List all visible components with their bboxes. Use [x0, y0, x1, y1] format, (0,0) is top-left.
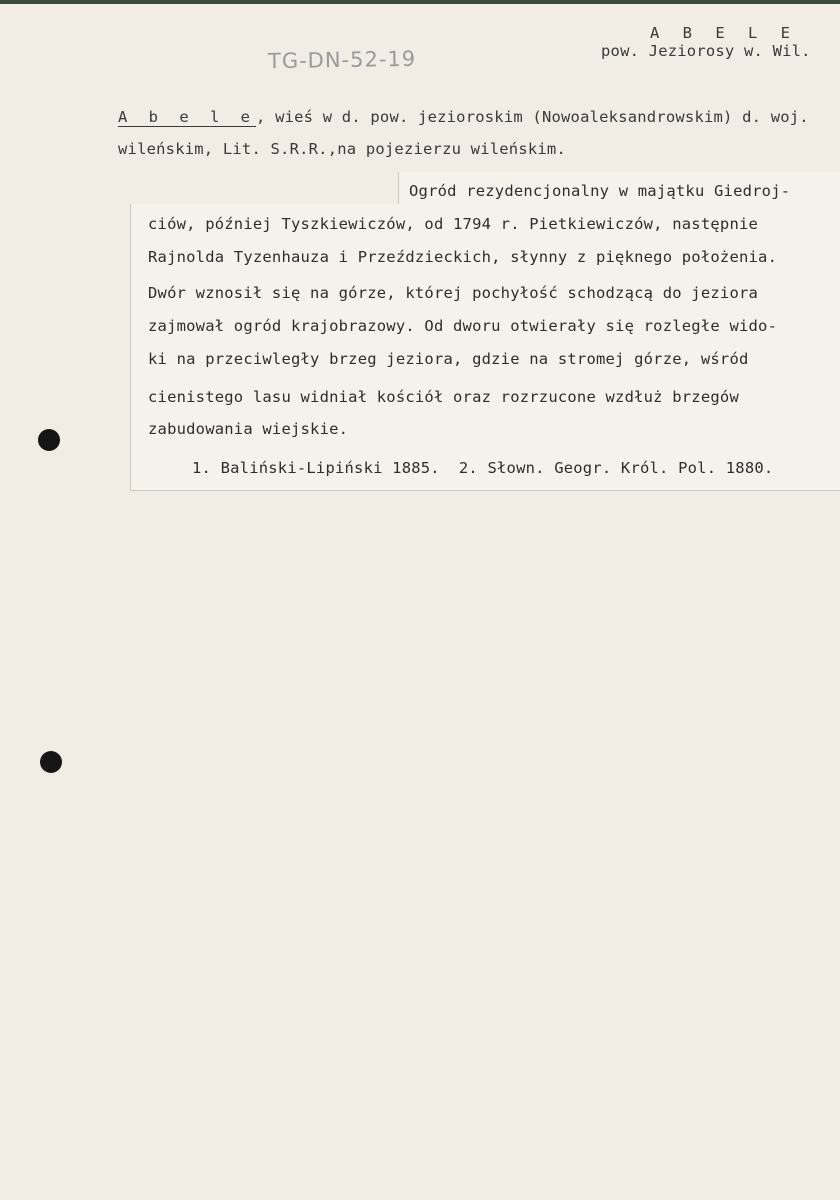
punch-hole-icon [38, 429, 60, 451]
intro-line-1 [118, 108, 809, 126]
note-line: ciów, później Tyszkiewiczów, od 1794 r. Pietkiewiczów, następnie [148, 215, 759, 233]
punch-hole-icon [40, 751, 62, 773]
note-references: 1. Baliński-Lipiński 1885. 2. Słown. Geogr. Król. Pol. 1880. [192, 459, 774, 477]
note-line: Rajnolda Tyzenhauza i Przeździeckich, słynny z pięknego położenia. [148, 248, 778, 266]
intro-line-2: wileńskim, Lit. S.R.R.,na pojezierzu wileńskim. [118, 140, 566, 158]
header-title: A B E L E [650, 24, 797, 42]
index-card [0, 4, 840, 1200]
header-location: pow. Jeziorosy w. Wil. [601, 42, 811, 60]
note-line: zabudowania wiejskie. [148, 420, 349, 438]
note-line: zajmował ogród krajobrazowy. Od dworu otwierały się rozległe wido- [148, 317, 778, 335]
note-line: cienistego lasu widniał kościół oraz rozrzucone wzdłuż brzegów [148, 388, 739, 406]
note-line: ki na przeciwległy brzeg jeziora, gdzie na stromej górze, wśród [148, 350, 749, 368]
intro-line-1-text: , wieś w d. pow. jezioroskim (Nowoaleksandrowskim) d. woj. [256, 108, 809, 126]
note-line: Ogród rezydencjonalny w majątku Giedroj- [409, 182, 791, 200]
note-line: Dwór wznosił się na górze, której pochyłość schodzącą do jeziora [148, 284, 759, 302]
entry-name: A b e l e [118, 108, 256, 126]
pencil-signature-code: TG-DN-52-19 [267, 46, 417, 74]
